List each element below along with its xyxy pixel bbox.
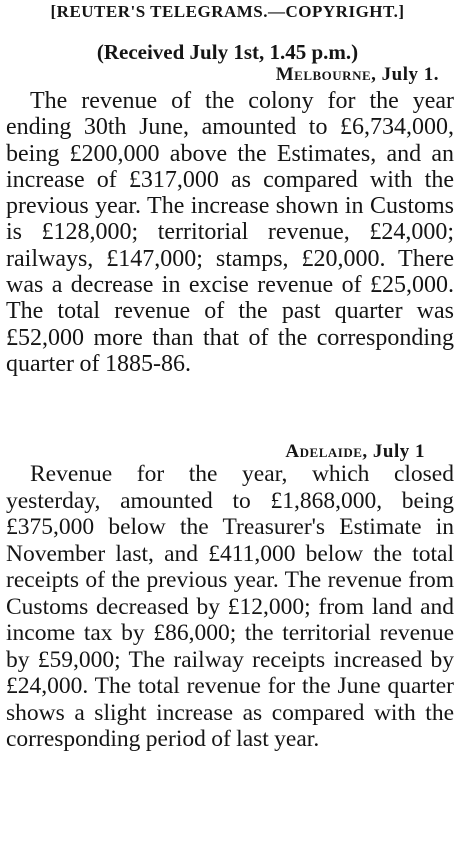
received-timestamp: (Received July 1st, 1.45 p.m.) [96,40,359,64]
melbourne-place: Melbourne, [275,64,377,85]
adelaide-dateline [285,441,425,463]
melbourne-dateline [276,64,439,86]
adelaide-date: July 1 [372,441,425,462]
adelaide-paragraph: Revenue for the year, which closed yesterday, amounted to £1,868,000, being £375,000 below the Treasurer's Estimate in November last, and £411,000 below the total receipts of the previous year. The revenue from Customs decreased by £12,000; from land and income tax by £86,000; the territorial revenue by £59,000; The railway receipts increased by £24,000. The total revenue for the June quarter shows a slight increase as compared with the corresponding period of last year. [6,461,454,752]
adelaide-place: Adelaide, [285,441,368,462]
telegram-credit-line: [REUTER'S TELEGRAMS.—COPYRIGHT.] [50,2,405,21]
melbourne-date: July 1. [381,64,439,85]
melbourne-paragraph: The revenue of the colony for the year ending 30th June, amounted to £6,734,000, being £200,000 above the Estimates, and an increase of £317,000 as compared with the previous year. The increase shown in Customs is £128,000; territorial revenue, £24,000; railways, £147,000; stamps, £20,000. There was a decrease in excise revenue of £25,000. The total revenue of the past quarter was £52,000 more than that of the corresponding quarter of 1885-86. [6,88,454,377]
